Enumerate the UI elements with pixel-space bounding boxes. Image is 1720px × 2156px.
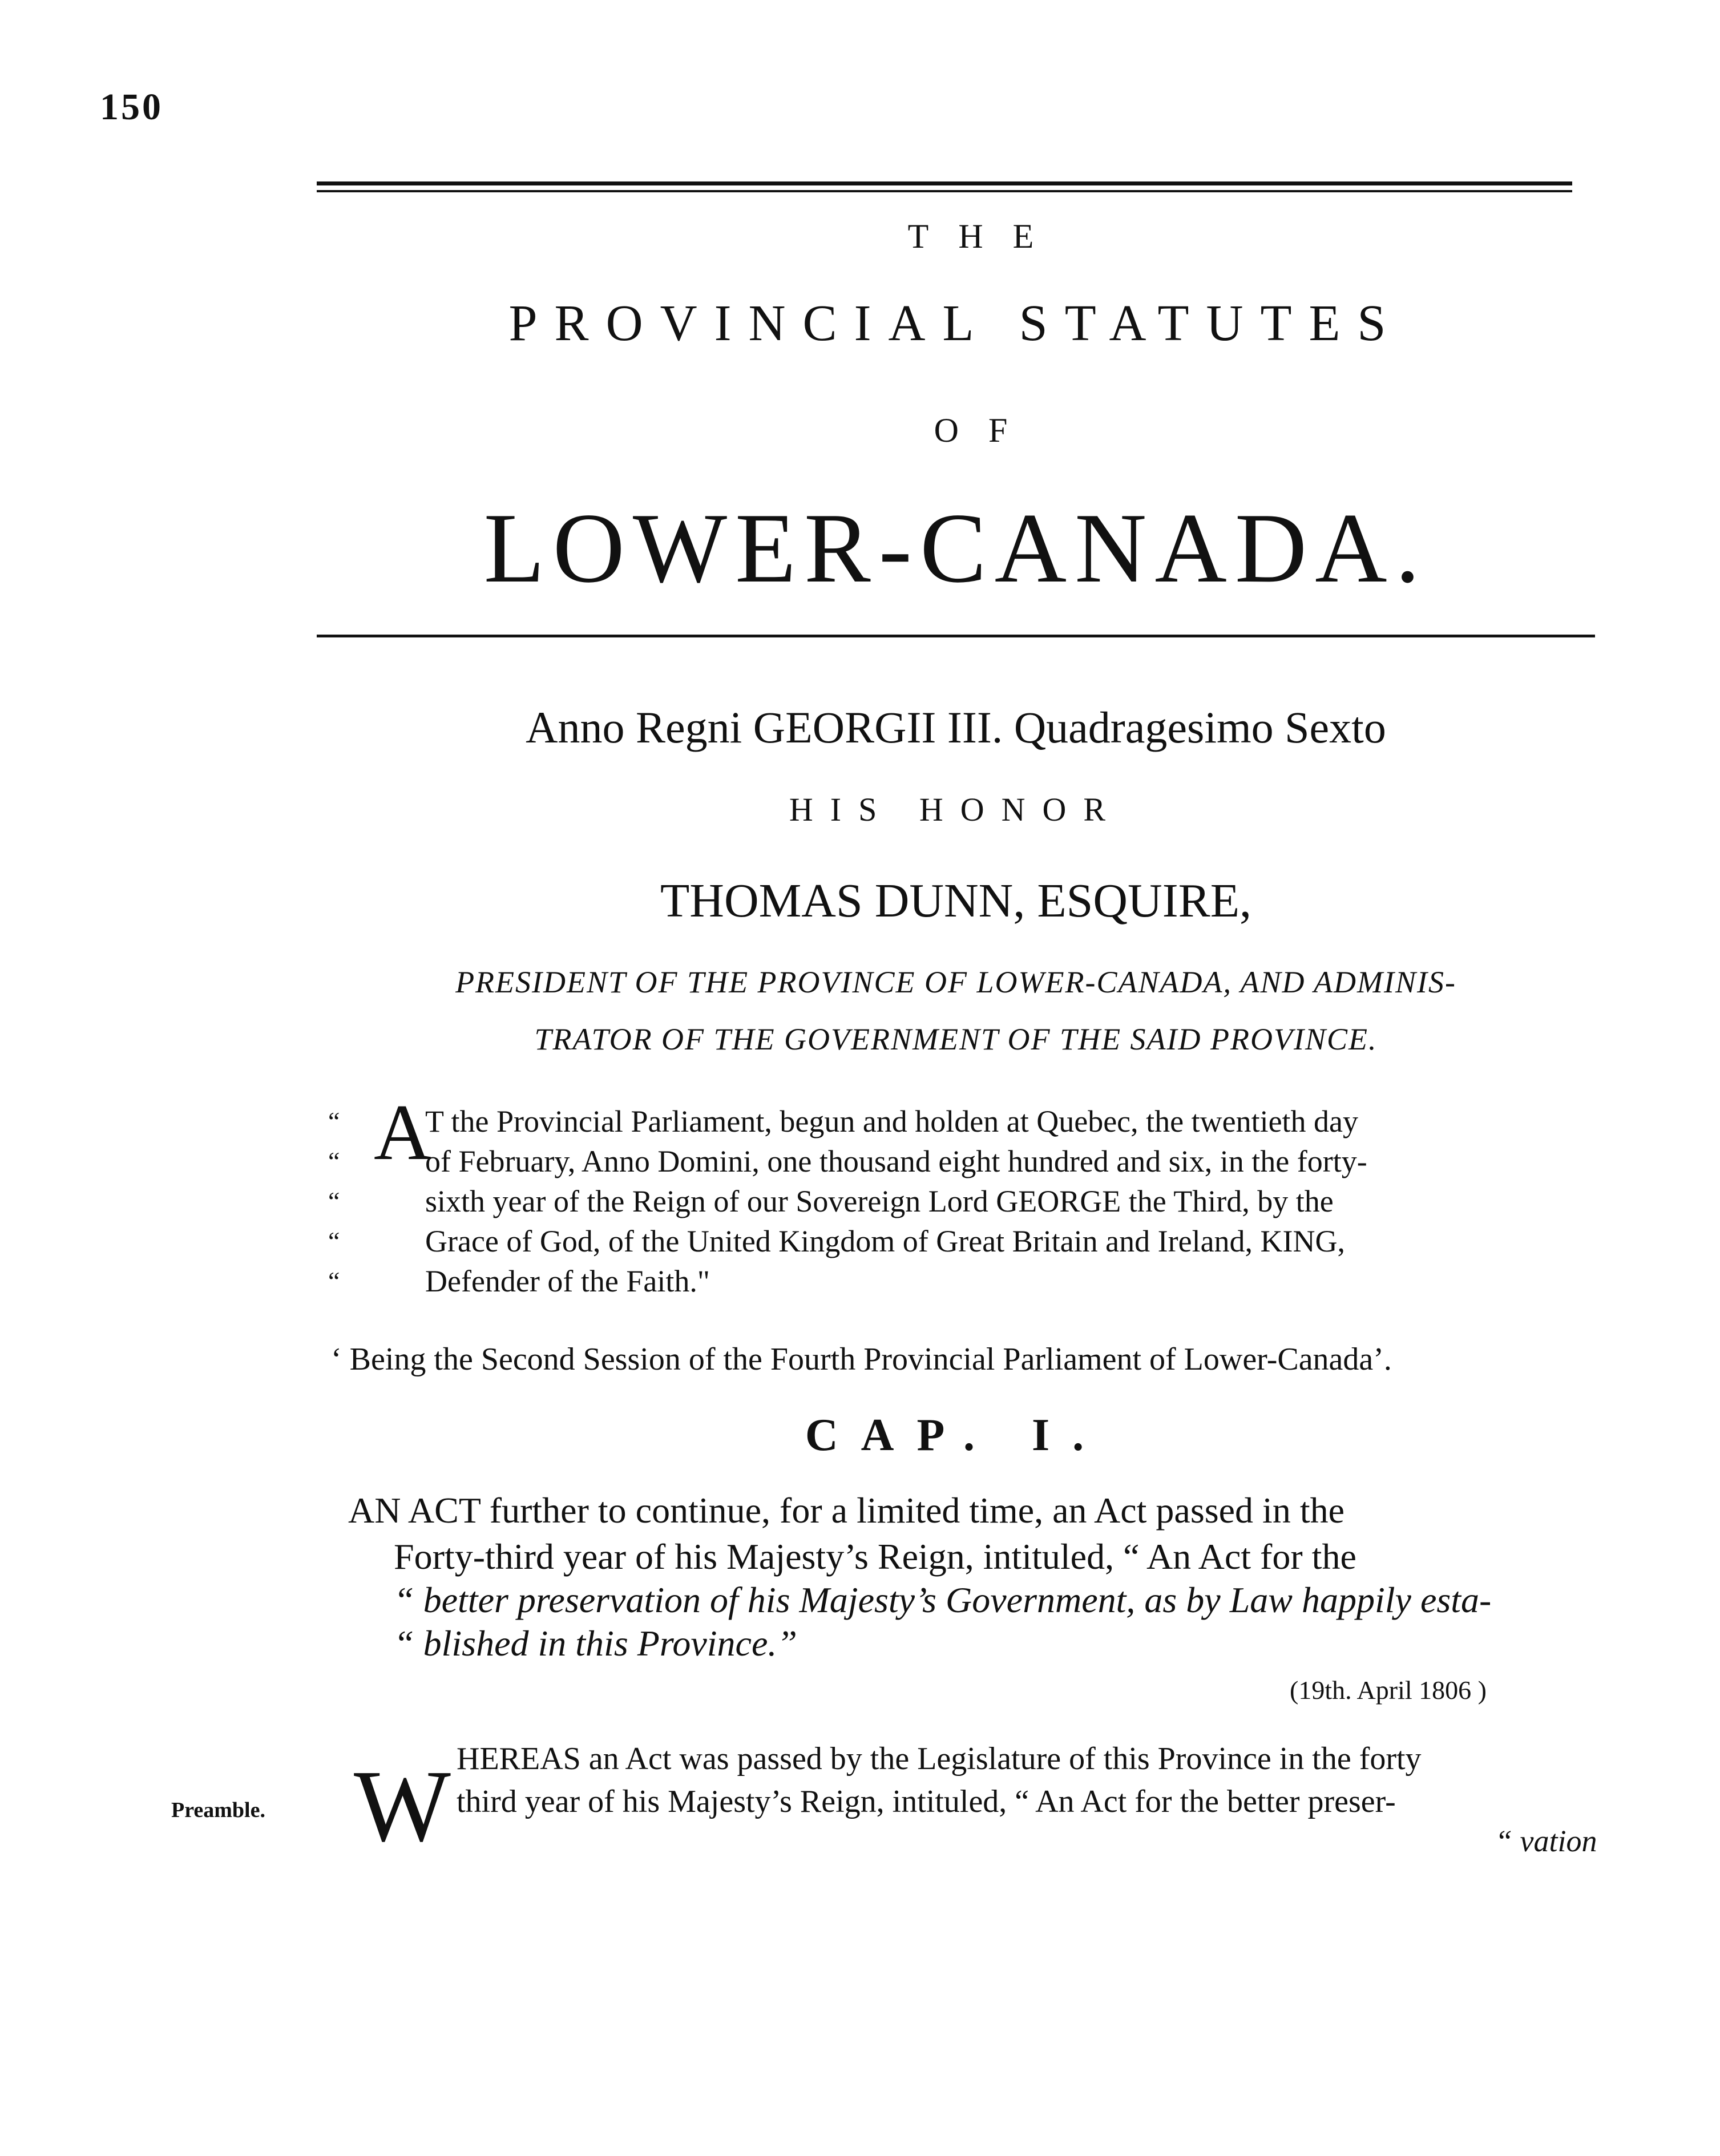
page-number: 150 xyxy=(100,86,163,128)
drop-cap-a: A xyxy=(374,1088,432,1177)
top-rule xyxy=(317,181,1572,185)
parliament-line: sixth year of the Reign of our Sovereign Lord GEORGE the Third, by the xyxy=(425,1184,1334,1218)
act-date: (19th. April 1806 ) xyxy=(1290,1675,1487,1705)
office-line-2: TRATOR OF THE GOVERNMENT OF THE SAID PROVINCE. xyxy=(534,1022,1378,1056)
parliament-line: of February, Anno Domini, one thousand eight hundred and six, in the forty- xyxy=(425,1144,1367,1178)
parliament-line: Defender of the Faith." xyxy=(425,1264,710,1298)
act-title-rest xyxy=(394,1535,1615,1665)
administrator-name: THOMAS DUNN, ESQUIRE, xyxy=(660,874,1251,927)
title-lower-canada: LOWER-CANADA. xyxy=(483,492,1428,603)
session-note: ‘ Being the Second Session of the Fourth Provincial Parliament of Lower-Canada’. xyxy=(331,1342,1392,1377)
parliament-line: Grace of God, of the United Kingdom of Great Britain and Ireland, KING, xyxy=(425,1224,1346,1258)
preamble-line-1: HEREAS an Act was passed by the Legislature of this Province in the forty xyxy=(457,1741,1422,1777)
title-rule xyxy=(317,635,1595,637)
parliament-paragraph xyxy=(425,1101,1612,1301)
title-of: OF xyxy=(934,411,1037,449)
act-title-line-1: AN ACT further to continue, for a limited time, an Act passed in the xyxy=(348,1490,1344,1531)
preamble-catchword: “ vation xyxy=(1495,1824,1597,1858)
margin-note-preamble: Preamble. xyxy=(171,1798,265,1822)
parliament-line: T the Provincial Parliament, begun and holden at Quebec, the twentieth day xyxy=(425,1104,1359,1138)
act-title-line-3: “ better preservation of his Majesty’s Government, as by Law happily esta- xyxy=(394,1580,1492,1620)
preamble-line-2: third year of his Majesty’s Reign, intituled, “ An Act for the better preser- xyxy=(457,1784,1396,1819)
anno-regni: Anno Regni GEORGII III. Quadragesimo Sexto xyxy=(526,702,1386,752)
his-honor: HIS HONOR xyxy=(789,791,1123,828)
act-title-line-2: Forty-third year of his Majesty’s Reign, intituled, “ An Act for the xyxy=(394,1536,1356,1577)
title-provincial-statutes: PROVINCIAL STATUTES xyxy=(508,295,1403,352)
chapter-heading: CAP. I. xyxy=(805,1410,1107,1460)
office-line-1: PRESIDENT OF THE PROVINCE OF LOWER-CANADA, AND ADMINIS- xyxy=(455,965,1456,999)
drop-cap-w: W xyxy=(354,1749,451,1863)
quote-marks-column: “ “ “ “ “ xyxy=(328,1107,340,1295)
act-title-line-4: “ blished in this Province.” xyxy=(394,1623,797,1664)
title-the: THE xyxy=(907,217,1064,255)
top-rule-thin xyxy=(317,190,1572,192)
